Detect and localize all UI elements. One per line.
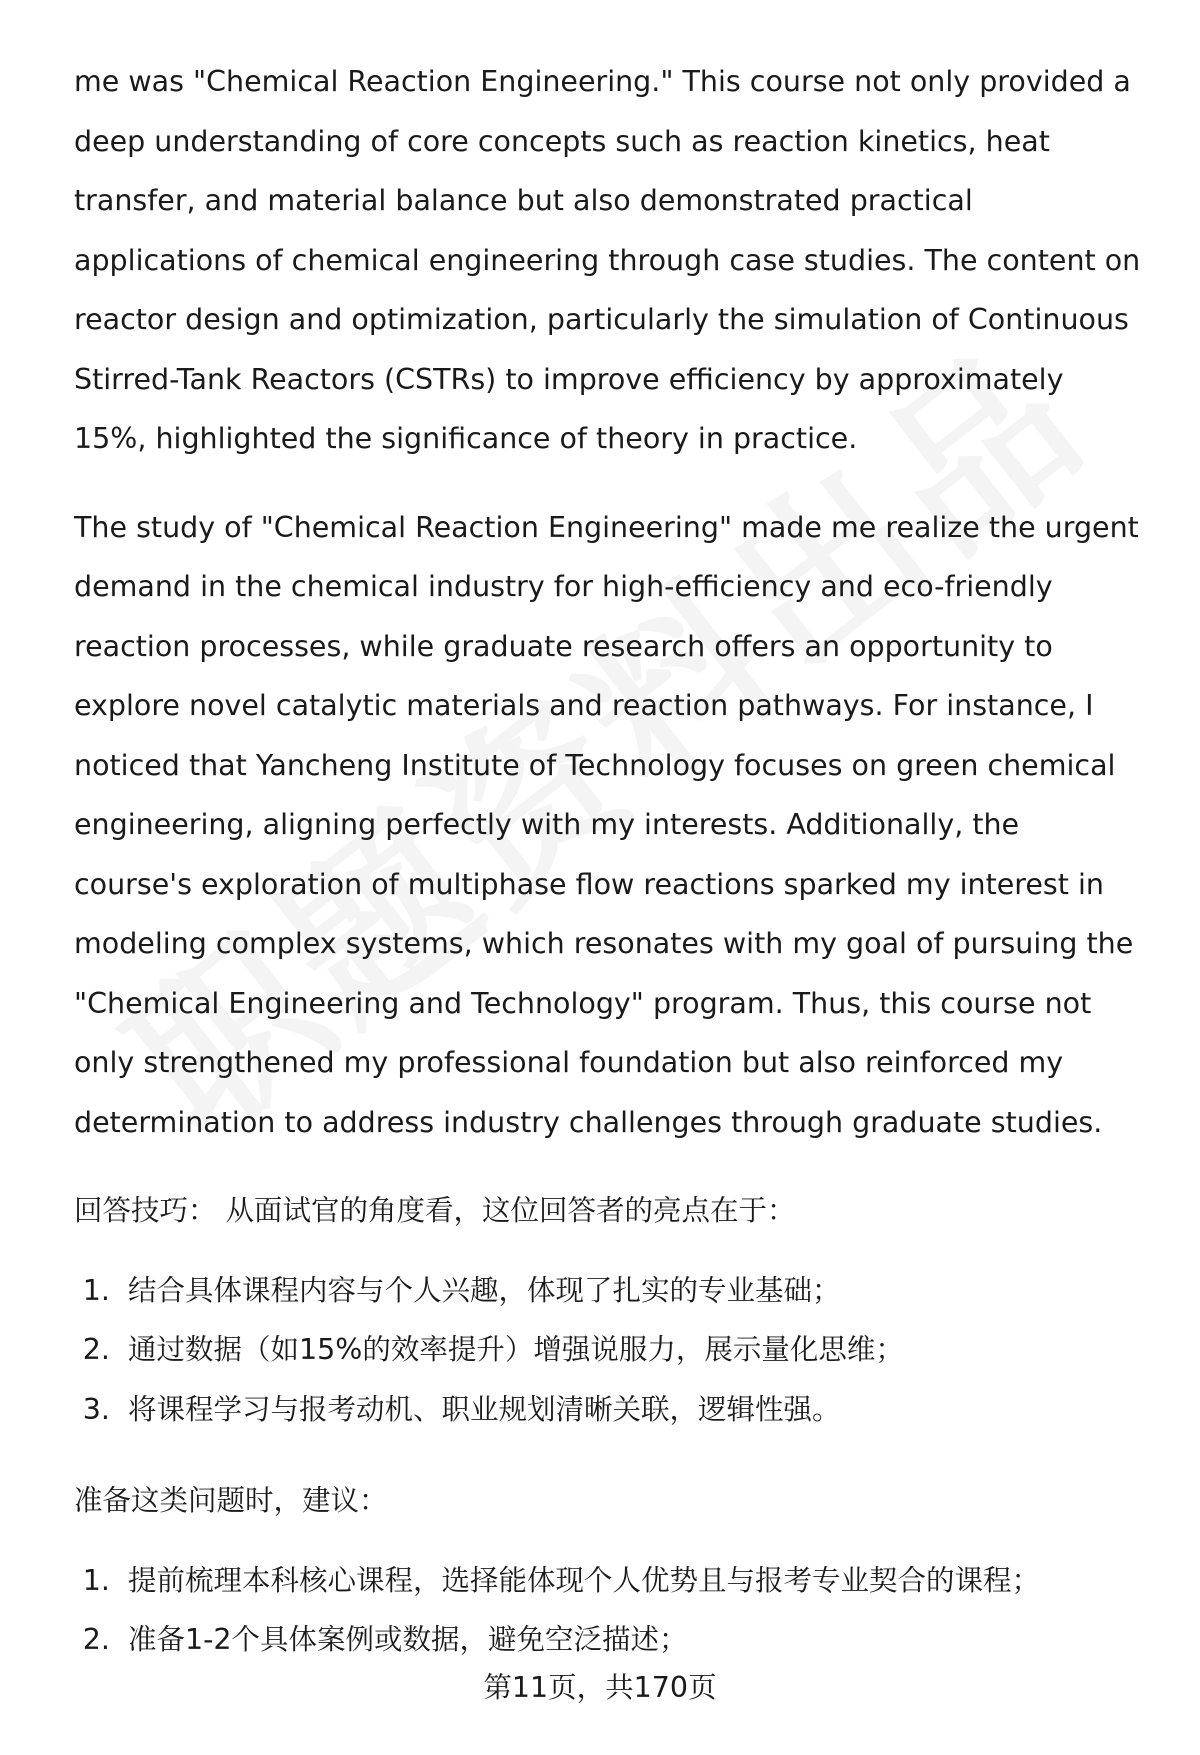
document-body: [74, 52, 1144, 1702]
advice-heading: 准备这类问题时，建议：: [74, 1484, 388, 1517]
list-text: 通过数据（如15%的效率提升）增强说服力，展示量化思维；: [128, 1333, 904, 1366]
list-number: 1.: [82, 1273, 110, 1307]
list-item: [74, 1551, 1144, 1611]
page-number: 第11页，共170页: [483, 1671, 717, 1704]
tips-heading: 回答技巧： 从面试官的角度看，这位回答者的亮点在于：: [74, 1194, 796, 1227]
list-item: [74, 1320, 1144, 1380]
list-text: 结合具体课程内容与个人兴趣，体现了扎实的专业基础；: [128, 1273, 841, 1307]
advice-list: [74, 1551, 1144, 1670]
tips-list: [74, 1261, 1144, 1440]
list-text: 提前梳理本科核心课程，选择能体现个人优势且与报考专业契合的课程；: [128, 1563, 1041, 1597]
paragraph-1: me was "Chemical Reaction Engineering." This course not only provided a deep understanding of core concepts such as reaction kinetics, heat transfer, and material balance but also demonstrated practical applications of chemical engineering through case studies. The content on reactor design and optimization, particularly the simulation of Continuous Stirred-Tank Reactors (CSTRs) to improve efficiency by approximately 15%, highlighted the significance of theory in practice.: [74, 65, 1141, 455]
list-item: [74, 1261, 1144, 1321]
list-number: 1.: [82, 1563, 110, 1597]
list-item: [74, 1610, 1144, 1670]
list-number: 2.: [82, 1333, 110, 1366]
paragraph-2: The study of "Chemical Reaction Engineering" made me realize the urgent demand in the chemical industry for high-efficiency and eco-friendly reaction processes, while graduate research offers an opportunity to explore novel catalytic materials and reaction pathways. For instance, I noticed that Yancheng Institute of Technology focuses on green chemical engineering, aligning perfectly with my interests. Additionally, the course's exploration of multiphase flow reactions sparked my interest in modeling complex systems, which resonates with my goal of pursuing the "Chemical Engineering and Technology" program. Thus, this course not only strengthened my professional foundation but also reinforced my determination to address industry challenges through graduate studies.: [74, 510, 1139, 1139]
list-number: 3.: [82, 1392, 110, 1426]
list-item: [74, 1380, 1144, 1440]
list-text: 将课程学习与报考动机、职业规划清晰关联，逻辑性强。: [128, 1392, 841, 1426]
list-number: 2.: [82, 1623, 110, 1656]
list-text: 准备1-2个具体案例或数据，避免空泛描述；: [128, 1623, 688, 1656]
